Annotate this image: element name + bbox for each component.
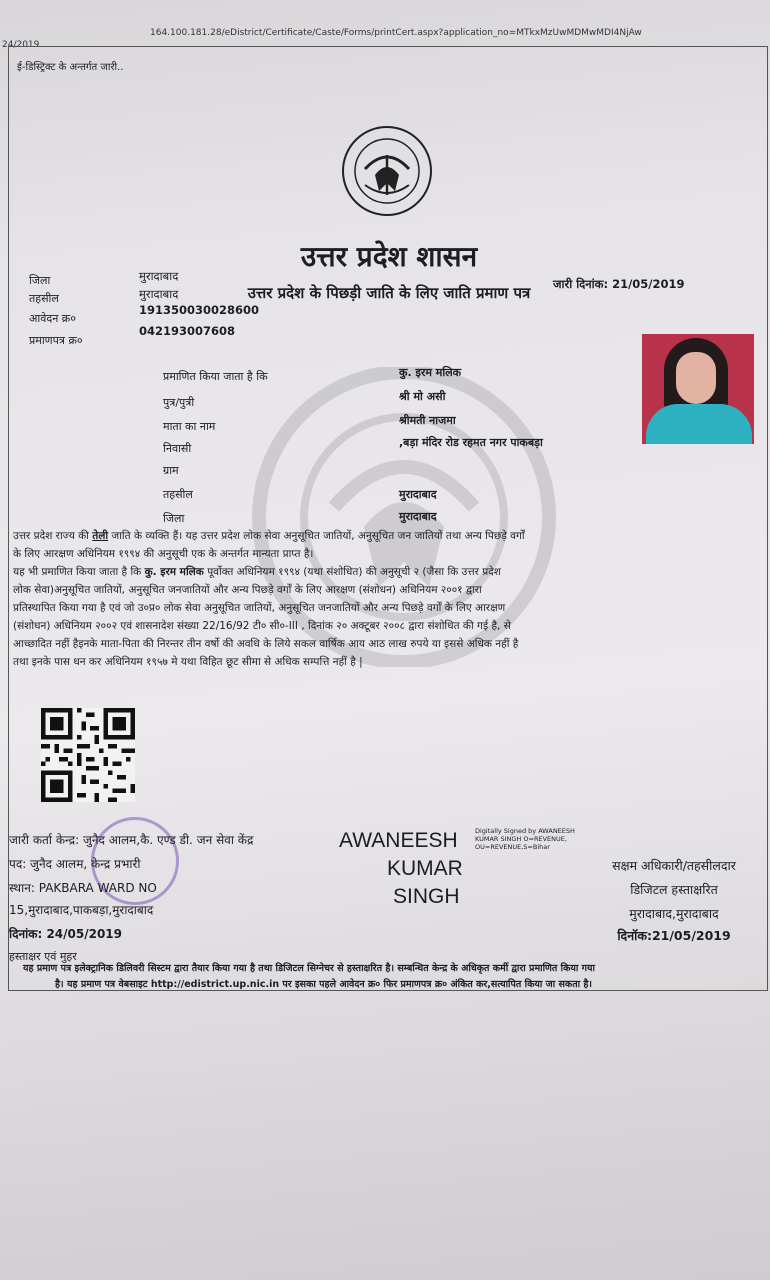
relation-label: पुत्र/पुत्री: [163, 396, 195, 409]
operator-post: पद: जुनैद आलम, केन्द्र प्रभारी: [9, 857, 141, 871]
person-tehsil-value: मुरादाबाद: [399, 488, 437, 501]
up-government-emblem: [335, 125, 439, 217]
application-number: 191350030028600: [139, 303, 260, 317]
qr-code: [41, 708, 135, 802]
body-line-2: के लिए आरक्षण अधिनियम १९९४ की अनुसूची एक के अन्तर्गत मान्यता प्राप्त है।: [13, 548, 314, 560]
application-label: आवेदन क्र०: [29, 312, 76, 325]
issue-date: जारी दिनांक: 21/05/2019: [553, 277, 685, 291]
body-line-4: लोक सेवा)अनुसूचित जातियों, अनुसूचित जनजातियों और अन्य पिछड़े वर्गों के लिए आरक्षण (संशोधन) अधिनियम २००१ द्वारा: [13, 584, 482, 596]
body-line-3: यह भी प्रमाणित किया जाता है कि कु. इरम मलिक पूर्वोक्त अधिनियम १९९४ (यथा संशोधित) की अनुसूची २ (जैसा कि उत्तर प्रदेश: [13, 566, 501, 578]
person-district-value: मुरादाबाद: [399, 510, 437, 523]
body-line-5: प्रतिस्थापित किया गया है एवं जो उ०प्र० लोक सेवा अनुसूचित जातियों, अनुसूचित जनजातियों और अन्य पिछड़े वर्गों के लिए आरक्षण: [13, 602, 506, 614]
person-district-label: जिला: [163, 512, 185, 525]
browser-print-header: [0, 24, 770, 50]
resident-label: निवासी: [163, 442, 192, 455]
mother-label: माता का नाम: [163, 420, 216, 433]
footer-note-2: है। यह प्रमाण पत्र वेबसाइट http://edistrict.up.nic.in पर इसका पहले आवेदन क्र० फिर प्रमाणपत्र क्र० अंकित कर,सत्यापित किया जा सकता है।: [55, 979, 593, 990]
document-subtitle: उत्तर प्रदेश के पिछड़ी जाति के लिए जाति प्रमाण पत्र: [247, 284, 531, 302]
authority-place: मुरादाबाद,मुरादाबाद: [629, 906, 719, 921]
person-tehsil-label: तहसील: [163, 488, 193, 501]
footer-note-1: यह प्रमाण पत्र इलेक्ट्रानिक डिलिवरी सिस्टम द्वारा तैयार किया गया है तथा डिजिटल सिग्नेचर से हस्ताक्षरित है। सम्बन्धित केन्द्र के अधिकृत कर्मी द्वारा प्रमाणित किया गया: [23, 963, 596, 974]
body-line-1: उत्तर प्रदेश राज्य की तेली जाति के व्यक्ति हैं। यह उत्तर प्रदेश लोक सेवा अनुसूचित जातियों, अनुसूचित जन जातियों तथा अन्य पिछड़े वर्गों: [13, 530, 525, 542]
tehsil-label: तहसील: [29, 292, 59, 305]
mother-name: श्रीमती नाजमा: [399, 414, 456, 427]
issued-under-text: ई-डिस्ट्रिक्ट के अन्तर्गत जारी..: [17, 62, 124, 73]
operator-seal-label: हस्ताक्षर एवं मुहर: [9, 950, 77, 963]
tehsil-value: मुरादाबाद: [139, 287, 179, 301]
certified-label: प्रमाणित किया जाता है कि: [163, 370, 268, 383]
authority-signed: डिजिटल हस्ताक्षरित: [630, 882, 718, 897]
digital-signature-note: Digitally Signed by AWANEESH KUMAR SINGH O=REVENUE, OU=REVENUE,S=Bihar: [475, 827, 575, 851]
print-date: 24/2019: [2, 40, 40, 50]
digital-signature-name: AWANEESH KUMAR SINGH: [339, 829, 463, 908]
authority-title: सक्षम अधिकारी/तहसीलदार: [612, 858, 736, 873]
address-value: ,बड़ा मंदिर रोड रहमत नगर पाकबड़ा: [399, 436, 543, 449]
certificate-number: 042193007608: [139, 324, 236, 338]
issuing-center: जारी कर्ता केन्द्र: जुनैद आलम,कै. एण्ड डी. जन सेवा केंद्र: [9, 833, 254, 847]
document-title: उत्तर प्रदेश शासन: [300, 240, 478, 273]
caste-name: तेली: [92, 530, 109, 542]
village-label: ग्राम: [163, 464, 179, 477]
operator-date: दिनांक: 24/05/2019: [9, 927, 123, 941]
operator-place: स्थान: PAKBARA WARD NO: [9, 881, 157, 895]
certificate-label: प्रमाणपत्र क्र०: [29, 334, 83, 347]
district-value: मुरादाबाद: [139, 269, 179, 283]
body-line-8: तथा इनके पास धन कर अधिनियम १९५७ मे यथा विहित छूट सीमा से अधिक सम्पत्ति नहीं है |: [13, 656, 363, 668]
father-name: श्री मो असी: [399, 390, 446, 403]
certificate-frame: [8, 46, 768, 991]
print-url: 164.100.181.28/eDistrict/Certificate/Caste/Forms/printCert.aspx?application_no=MTkxMzUwMDMwMDI4NjAw: [150, 28, 642, 38]
authority-date: दिनॉक:21/05/2019: [617, 928, 731, 943]
applicant-name: कु. इरम मलिक: [399, 366, 462, 379]
body-applicant-name: कु. इरम मलिक: [144, 566, 204, 578]
operator-place-2: 15,मुरादाबाद,पाकबड़ा,मुरादाबाद: [9, 903, 154, 917]
applicant-photo: [642, 334, 754, 444]
body-line-6: (संशोधन) अधिनियम २००२ एवं शासनादेश संख्या 22/16/92 टी० सी०-III , दिनांक २० अक्टूबर २००८ द्वारा संशोधित की गई है, से: [13, 620, 511, 632]
body-line-7: आच्छादित नहीं हैइनके माता-पिता की निरन्तर तीन वर्षो की अवधि के लिये सकल वार्षिक आय आठ लाख रुपये या इससे अधिक नहीं है: [13, 638, 519, 650]
district-label: जिला: [29, 274, 51, 287]
certificate-body: [13, 527, 761, 671]
